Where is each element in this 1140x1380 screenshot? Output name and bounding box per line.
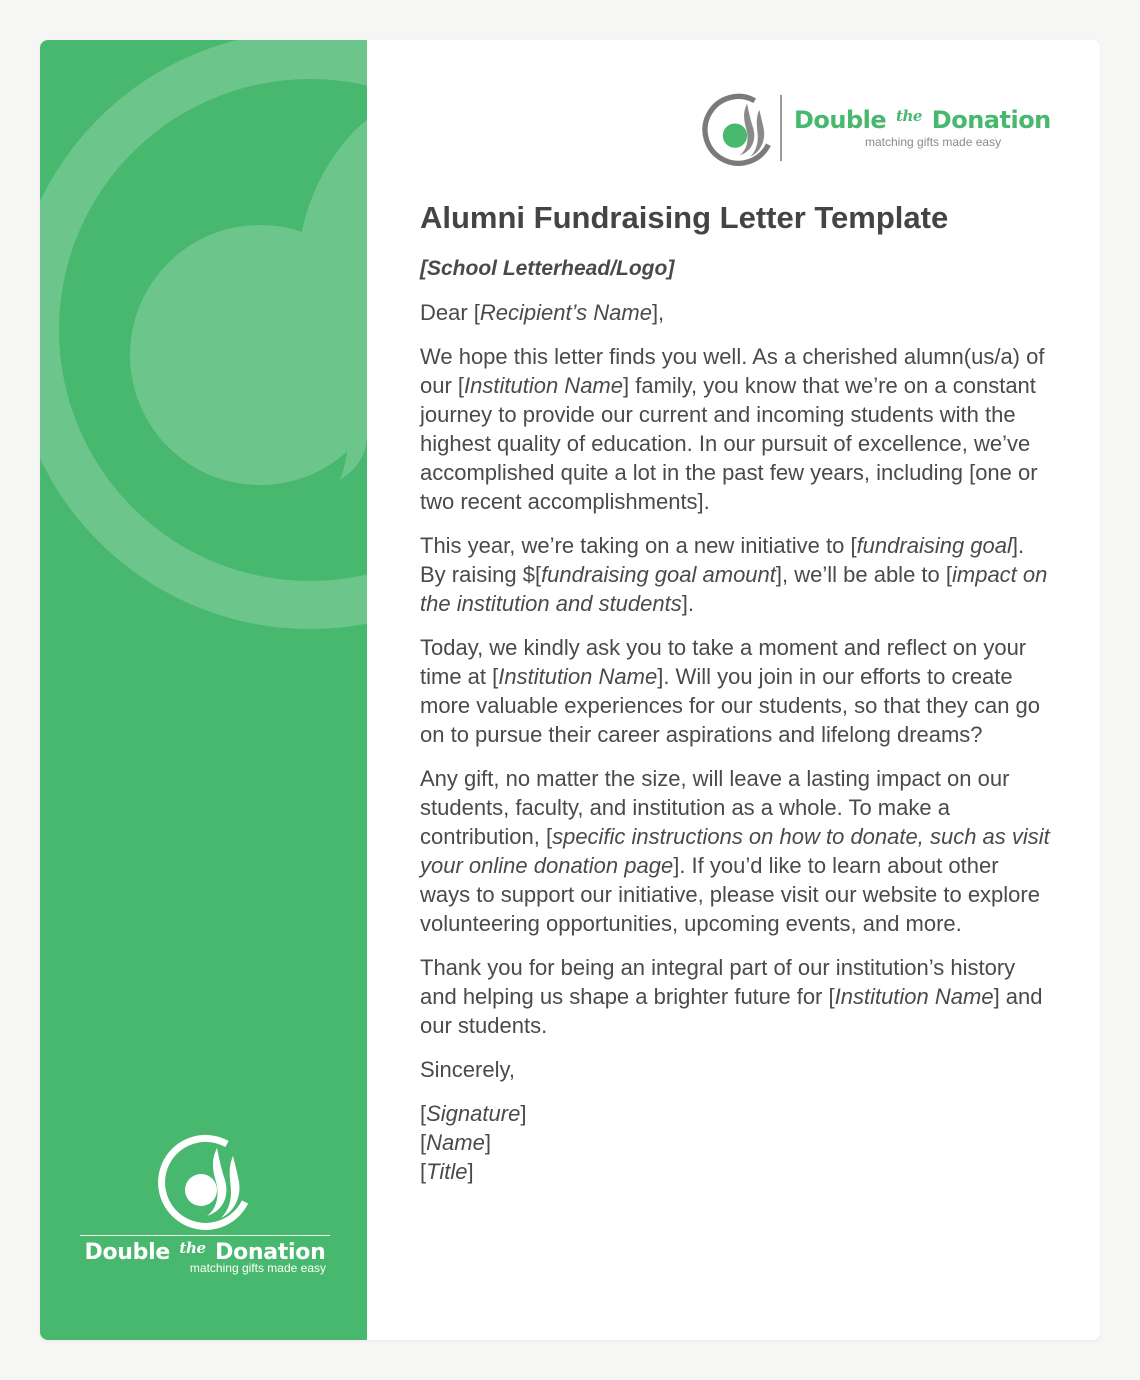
paragraph-intro: We hope this letter finds you well. As a cherished alumn(us/a) of our [Institution Name] family, you know that we’re on a constant journey to provide our current and incoming students with the highest quality of education. In our pursuit of excellence, we’ve accomplished quite a lot in the past few years, including [one or two recent accomplishments].	[420, 344, 1045, 514]
sidebar-brand-tagline: matching gifts made easy	[189, 1261, 326, 1275]
header-brand-logo	[700, 92, 1050, 168]
page-title: Alumni Fundraising Letter Template	[420, 200, 949, 235]
closing: Sincerely,	[420, 1057, 515, 1082]
letter-card	[40, 40, 1100, 1340]
header-brand-tagline: matching gifts made easy	[865, 135, 1002, 149]
letterhead-placeholder: [School Letterhead/Logo]	[420, 257, 675, 280]
paragraph-thanks: Thank you for being an integral part of our institution’s history and helping us shape a brighter future for [Institution Name] and our students.	[420, 955, 1043, 1038]
brand-mark-icon	[700, 90, 776, 166]
sidebar-brand-logo	[80, 1130, 330, 1275]
paragraph-ask: Today, we kindly ask you to take a moment and reflect on your time at [Institution Name]. Will you join in our efforts to create more valuable experiences for our students, so that they can go on to pursue their career aspirations and lifelong dreams?	[420, 635, 1041, 747]
greeting: Dear [Recipient’s Name],	[420, 300, 665, 325]
green-sidebar	[40, 40, 367, 1340]
sidebar-brand-name: Double $^{the}$ Donation	[84, 1239, 326, 1265]
paragraph-initiative: This year, we’re taking on a new initiative to [fundraising goal]. By raising $[fundraising goal amount], we’ll be able to [impact on the institution and students].	[420, 533, 1048, 616]
logo-divider	[780, 95, 782, 161]
signature-block	[420, 1099, 1050, 1186]
letter-body	[420, 254, 1050, 1186]
letter-content	[420, 40, 1050, 1340]
brand-rule	[80, 1235, 330, 1236]
brand-mark-icon	[155, 1130, 255, 1230]
paragraph-gift: Any gift, no matter the size, will leave a lasting impact on our students, faculty, and institution as a whole. To make a contribution, [specific instructions on how to donate, such as visit your online donation page]. If you’d like to learn about other ways to support our initiative, please visit our website to explore volunteering opportunities, upcoming events, and more.	[420, 766, 1050, 936]
signature-line: [Signature]	[420, 1101, 527, 1126]
name-line: [Name]	[420, 1130, 491, 1155]
title-line: [Title]	[420, 1159, 474, 1184]
header-brand-name: Double $^{the}$ Donation	[794, 106, 1051, 134]
